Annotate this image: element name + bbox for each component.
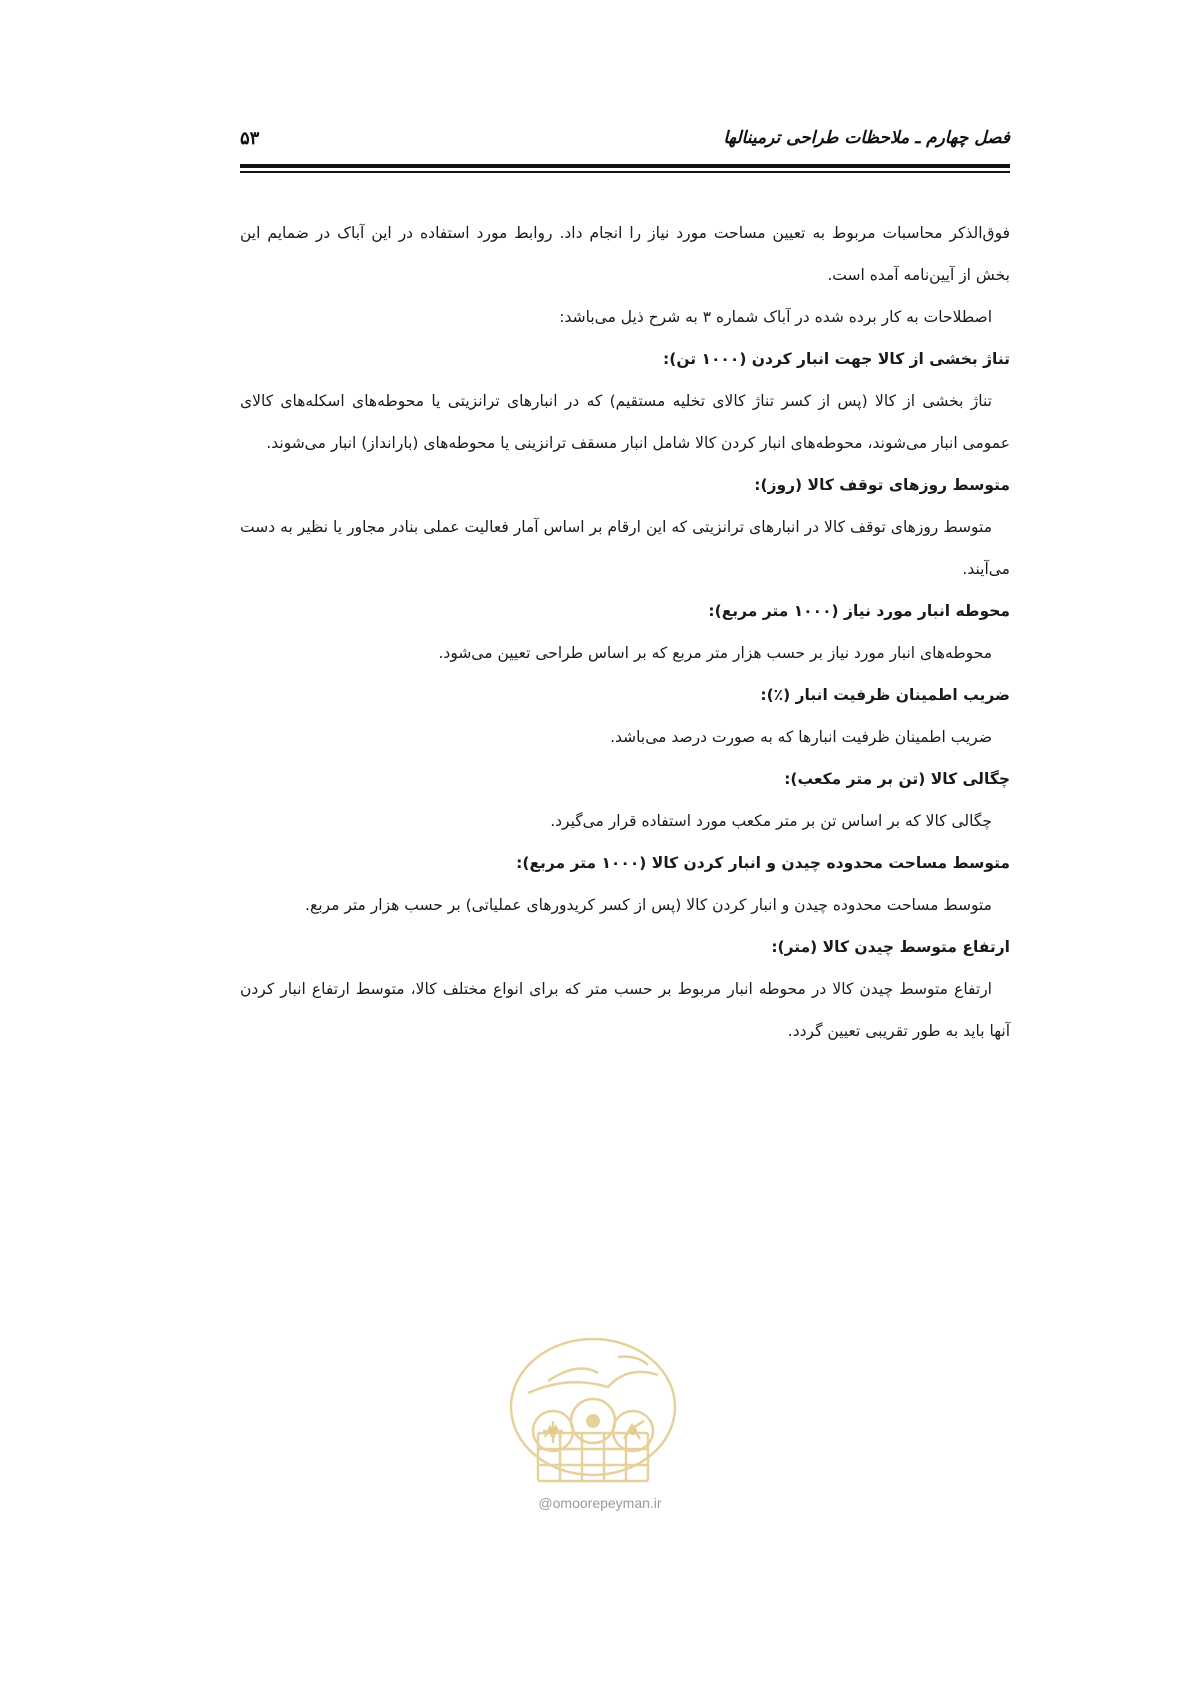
- term-heading: چگالی کالا (تن بر متر مکعب):: [784, 770, 1010, 788]
- header-rule-thin: [240, 171, 1010, 173]
- header-rule-thick: [240, 164, 1010, 168]
- page-number: ۵۳: [240, 128, 260, 149]
- watermark-url: @omoorepeyman.ir: [538, 1495, 662, 1511]
- term-heading: تناژ بخشی از کالا جهت انبار کردن (۱۰۰۰ تن):: [663, 350, 1010, 368]
- running-header: [240, 128, 1010, 158]
- paragraph: تناژ بخشی از کالا (پس از کسر تناژ کالای تخلیه مستقیم) که در انبارهای ترانزیتی یا محوطه‌های اسکله‌های کالای عمومی انبار می‌شوند، محوطه‌های انبار کردن کالا شامل انبار مسقف ترانزینی یا محوطه‌های (بارانداز) انبار می‌شوند.: [240, 392, 1010, 452]
- paragraph: محوطه‌های انبار مورد نیاز بر حسب هزار متر مربع که بر اساس طراحی تعیین می‌شود.: [438, 644, 992, 662]
- paragraph: چگالی کالا که بر اساس تن بر متر مکعب مورد استفاده قرار می‌گیرد.: [550, 812, 992, 830]
- chapter-title: فصل چهارم ـ ملاحظات طراحی ترمینالها: [723, 128, 1010, 148]
- term-heading: محوطه انبار مورد نیاز (۱۰۰۰ متر مربع):: [708, 602, 1010, 620]
- paragraph: ارتفاع متوسط چیدن کالا در محوطه انبار مربوط بر حسب متر که برای انواع مختلف کالا، متوسط ارتفاع انبار کردن آنها باید به طور تقریبی تعیین گردد.: [240, 980, 1010, 1040]
- paragraph: اصطلاحات به کار برده شده در آباک شماره ۳ به شرح ذیل می‌باشد:: [559, 308, 992, 326]
- paragraph: فوق‌الذکر محاسبات مربوط به تعیین مساحت مورد نیاز را انجام داد. روابط مورد استفاده در این آباک در ضمایم این بخش از آیین‌نامه آمده است.: [240, 224, 1010, 284]
- term-heading: ضریب اطمینان ظرفیت انبار (٪):: [760, 686, 1010, 704]
- paragraph: ضریب اطمینان ظرفیت انبارها که به صورت درصد می‌باشد.: [610, 728, 992, 746]
- paragraph: متوسط مساحت محدوده چیدن و انبار کردن کالا (پس از کسر کریدورهای عملیاتی) بر حسب هزار متر مربع.: [305, 896, 992, 914]
- term-heading: ارتفاع متوسط چیدن کالا (متر):: [771, 938, 1010, 956]
- term-heading: متوسط روزهای توقف کالا (روز):: [754, 476, 1010, 494]
- paragraph: متوسط روزهای توقف کالا در انبارهای ترانزیتی که این ارقام بر اساس آمار فعالیت عملی بنادر مجاور یا نظیر به دست می‌آیند.: [240, 518, 1010, 578]
- watermark-logo-icon: [498, 1335, 688, 1485]
- page-body: [240, 212, 1010, 1052]
- term-heading: متوسط مساحت محدوده چیدن و انبار کردن کالا (۱۰۰۰ متر مربع):: [516, 854, 1010, 872]
